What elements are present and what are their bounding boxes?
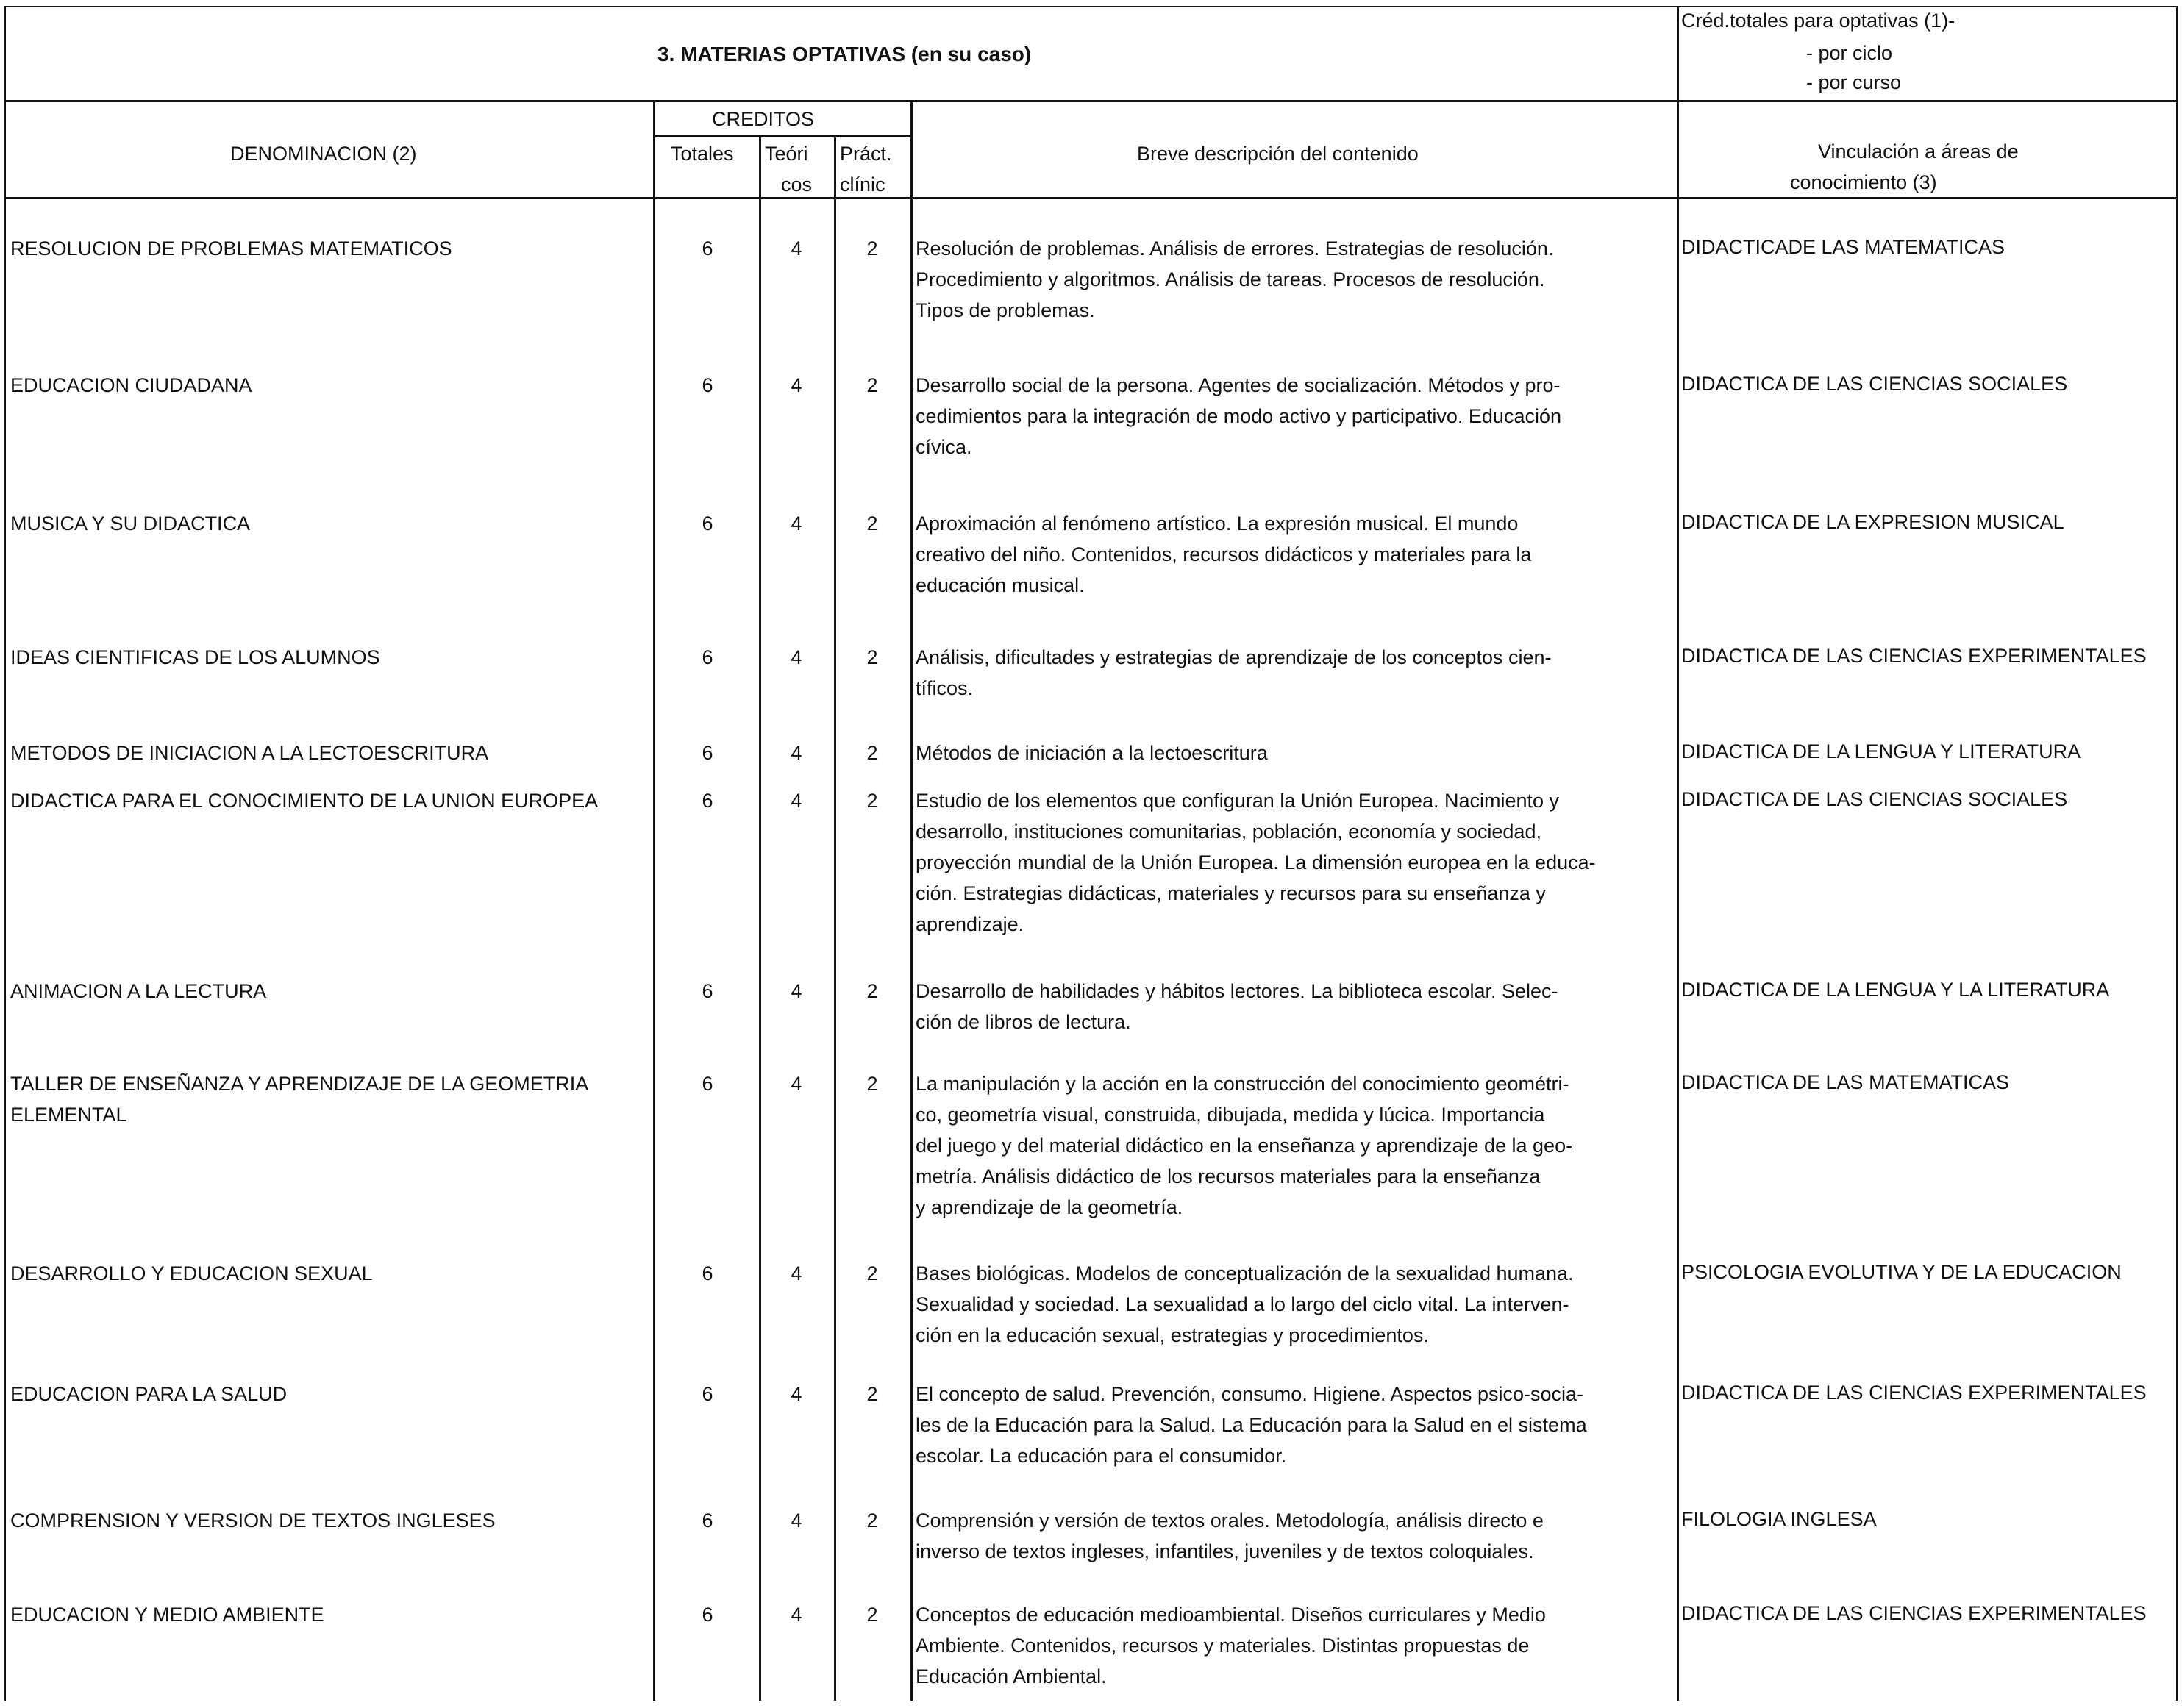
knowledge-area: DIDACTICA DE LAS MATEMATICAS (1681, 1071, 2010, 1093)
totales-value: 6 (702, 1073, 713, 1095)
totales-value: 6 (702, 1604, 713, 1626)
teoricos-value: 4 (791, 374, 802, 396)
teoricos-header-2: cos (781, 174, 813, 196)
vinculacion-header-1: Vinculación a áreas de (1818, 140, 2019, 162)
knowledge-area: DIDACTICA DE LAS CIENCIAS SOCIALES (1681, 373, 2068, 395)
creditos-divider (653, 135, 912, 137)
subject-name-cont: ELEMENTAL (10, 1104, 127, 1126)
description-line: ción de libros de lectura. (916, 1011, 1131, 1033)
teoricos-value: 4 (791, 1073, 802, 1095)
practicos-value: 2 (866, 1383, 878, 1405)
practicos-header-2: clínic (840, 174, 885, 196)
description-line: Métodos de iniciación a la lectoescritura (916, 742, 1268, 764)
totales-value: 6 (702, 1262, 713, 1284)
teoricos-value: 4 (791, 790, 802, 812)
header-divider-1 (4, 100, 2178, 102)
practicos-value: 2 (866, 742, 878, 764)
description-line: ción. Estrategias didácticas, materiales y recursos para su enseñanza y (916, 882, 1546, 904)
description-line: Ambiente. Contenidos, recursos y materiales. Distintas propuestas de (916, 1634, 1530, 1657)
page-title: 3. MATERIAS OPTATIVAS (en su caso) (657, 43, 1032, 65)
description-line: La manipulación y la acción en la construcción del conocimiento geométri- (916, 1073, 1569, 1095)
totales-value: 6 (702, 237, 713, 260)
por-curso-label: - por curso (1806, 71, 1902, 93)
vinculacion-header-2: conocimiento (3) (1790, 171, 1937, 193)
knowledge-area: DIDACTICA DE LA LENGUA Y LA LITERATURA (1681, 979, 2110, 1001)
practicos-header-1: Práct. (840, 143, 892, 165)
description-line: desarrollo, instituciones comunitarias, población, economía y sociedad, (916, 821, 1541, 843)
subject-name: TALLER DE ENSEÑANZA Y APRENDIZAJE DE LA GEOMETRIA (10, 1073, 589, 1095)
description-line: Aproximación al fenómeno artístico. La expresión musical. El mundo (916, 512, 1519, 535)
subject-name: EDUCACION PARA LA SALUD (10, 1383, 288, 1405)
description-line: cívica. (916, 436, 972, 458)
creditos-header: CREDITOS (712, 108, 815, 130)
knowledge-area: DIDACTICA DE LAS CIENCIAS EXPERIMENTALES (1681, 645, 2147, 667)
totales-value: 6 (702, 742, 713, 764)
subject-name: DIDACTICA PARA EL CONOCIMIENTO DE LA UNION EUROPEA (10, 790, 599, 812)
teoricos-value: 4 (791, 1383, 802, 1405)
description-line: y aprendizaje de la geometría. (916, 1196, 1183, 1218)
subject-name: DESARROLLO Y EDUCACION SEXUAL (10, 1262, 373, 1284)
description-line: co, geometría visual, construida, dibujada, medida y lúcica. Importancia (916, 1104, 1545, 1126)
col-divider-descripcion (910, 100, 913, 1701)
teoricos-value: 4 (791, 512, 802, 535)
practicos-value: 2 (866, 1262, 878, 1284)
teoricos-value: 4 (791, 237, 802, 260)
header-divider-2 (4, 197, 2178, 199)
teoricos-value: 4 (791, 1509, 802, 1532)
description-line: Resolución de problemas. Análisis de errores. Estrategias de resolución. (916, 237, 1554, 260)
col-divider-teoricos (759, 135, 761, 1701)
subject-name: MUSICA Y SU DIDACTICA (10, 512, 251, 535)
description-line: Desarrollo de habilidades y hábitos lectores. La biblioteca escolar. Selec- (916, 980, 1558, 1002)
subject-name: EDUCACION CIUDADANA (10, 374, 252, 396)
description-line: creativo del niño. Contenidos, recursos didácticos y materiales para la (916, 543, 1532, 565)
description-line: metría. Análisis didáctico de los recursos materiales para la enseñanza (916, 1165, 1541, 1187)
subject-name: RESOLUCION DE PROBLEMAS MATEMATICOS (10, 237, 452, 260)
teoricos-header-1: Teóri (765, 143, 808, 165)
teoricos-value: 4 (791, 742, 802, 764)
col-divider-totales (653, 100, 655, 1701)
subject-name: EDUCACION Y MEDIO AMBIENTE (10, 1604, 324, 1626)
cred-totales-label: Créd.totales para optativas (1)- (1681, 10, 1955, 32)
totales-header: Totales (671, 143, 734, 165)
description-line: El concepto de salud. Prevención, consumo. Higiene. Aspectos psico-socia- (916, 1383, 1583, 1405)
description-line: tíficos. (916, 677, 974, 699)
description-line: inverso de textos ingleses, infantiles, juveniles y de textos coloquiales. (916, 1540, 1534, 1562)
denominacion-header: DENOMINACION (2) (230, 143, 417, 165)
knowledge-area: DIDACTICADE LAS MATEMATICAS (1681, 236, 2005, 258)
description-line: les de la Educación para la Salud. La Educación para la Salud en el sistema (916, 1414, 1587, 1436)
knowledge-area: PSICOLOGIA EVOLUTIVA Y DE LA EDUCACION (1681, 1261, 2122, 1283)
descripcion-header: Breve descripción del contenido (1137, 143, 1419, 165)
totales-value: 6 (702, 790, 713, 812)
description-line: Sexualidad y sociedad. La sexualidad a lo largo del ciclo vital. La interven- (916, 1293, 1569, 1315)
totales-value: 6 (702, 374, 713, 396)
practicos-value: 2 (866, 1073, 878, 1095)
subject-name: COMPRENSION Y VERSION DE TEXTOS INGLESES (10, 1509, 496, 1532)
description-line: Educación Ambiental. (916, 1665, 1107, 1687)
description-line: Estudio de los elementos que configuran la Unión Europea. Nacimiento y (916, 790, 1560, 812)
knowledge-area: DIDACTICA DE LA LENGUA Y LITERATURA (1681, 740, 2081, 762)
practicos-value: 2 (866, 1509, 878, 1532)
knowledge-area: DIDACTICA DE LAS CIENCIAS EXPERIMENTALES (1681, 1382, 2147, 1404)
por-ciclo-label: - por ciclo (1806, 42, 1893, 64)
practicos-value: 2 (866, 980, 878, 1002)
totales-value: 6 (702, 1383, 713, 1405)
practicos-value: 2 (866, 237, 878, 260)
description-line: Comprensión y versión de textos orales. Metodología, análisis directo e (916, 1509, 1544, 1532)
description-line: Bases biológicas. Modelos de conceptualización de la sexualidad humana. (916, 1262, 1574, 1284)
teoricos-value: 4 (791, 646, 802, 668)
description-line: Desarrollo social de la persona. Agentes de socialización. Métodos y pro- (916, 374, 1561, 396)
description-line: del juego y del material didáctico en la enseñanza y aprendizaje de la geo- (916, 1135, 1573, 1157)
description-line: aprendizaje. (916, 913, 1024, 935)
description-line: educación musical. (916, 574, 1085, 596)
teoricos-value: 4 (791, 980, 802, 1002)
totales-value: 6 (702, 512, 713, 535)
knowledge-area: DIDACTICA DE LAS CIENCIAS SOCIALES (1681, 788, 2068, 810)
totales-value: 6 (702, 980, 713, 1002)
description-line: ción en la educación sexual, estrategias y procedimientos. (916, 1324, 1429, 1346)
description-line: Procedimiento y algoritmos. Análisis de tareas. Procesos de resolución. (916, 268, 1545, 290)
col-divider-practicos (834, 135, 836, 1701)
practicos-value: 2 (866, 512, 878, 535)
description-line: proyección mundial de la Unión Europea. La dimensión europea en la educa- (916, 851, 1596, 873)
description-line: escolar. La educación para el consumidor. (916, 1445, 1287, 1467)
description-line: Análisis, dificultades y estrategias de aprendizaje de los conceptos cien- (916, 646, 1552, 668)
knowledge-area: FILOLOGIA INGLESA (1681, 1508, 1877, 1530)
knowledge-area: DIDACTICA DE LA EXPRESION MUSICAL (1681, 511, 2064, 533)
subject-name: METODOS DE INICIACION A LA LECTOESCRITURA (10, 742, 489, 764)
teoricos-value: 4 (791, 1262, 802, 1284)
practicos-value: 2 (866, 374, 878, 396)
subject-name: IDEAS CIENTIFICAS DE LOS ALUMNOS (10, 646, 380, 668)
totales-value: 6 (702, 646, 713, 668)
description-line: Tipos de problemas. (916, 299, 1095, 321)
description-line: Conceptos de educación medioambiental. Diseños curriculares y Medio (916, 1604, 1546, 1626)
subject-name: ANIMACION A LA LECTURA (10, 980, 267, 1002)
knowledge-area: DIDACTICA DE LAS CIENCIAS EXPERIMENTALES (1681, 1602, 2147, 1624)
practicos-value: 2 (866, 790, 878, 812)
col-divider-area (1677, 6, 1679, 1701)
description-line: cedimientos para la integración de modo activo y participativo. Educación (916, 405, 1561, 427)
practicos-value: 2 (866, 646, 878, 668)
teoricos-value: 4 (791, 1604, 802, 1626)
totales-value: 6 (702, 1509, 713, 1532)
practicos-value: 2 (866, 1604, 878, 1626)
